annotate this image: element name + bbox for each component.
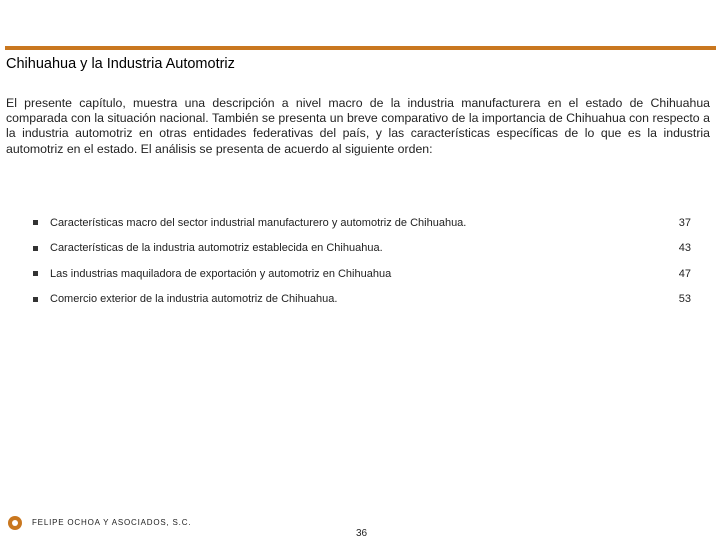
contents-item-label: Comercio exterior de la industria automotriz de Chihuahua. [50,293,338,306]
contents-item-label: Características macro del sector industrial manufacturero y automotriz de Chihuahua. [50,216,467,229]
contents-item-label: Las industrias maquiladora de exportación y automotriz en Chihuahua [50,267,392,280]
contents-item-page: 43 [678,242,691,255]
contents-list [33,210,693,312]
contents-item-label: Características de la industria automotriz establecida en Chihuahua. [50,242,383,255]
square-bullet-icon [33,246,38,251]
contents-item [33,210,693,236]
contents-item-page: 37 [678,216,691,229]
footer-company-name: FELIPE OCHOA Y ASOCIADOS, S.C. [32,518,192,527]
contents-item [33,236,693,262]
contents-item-page: 47 [678,267,691,280]
square-bullet-icon [33,220,38,225]
square-bullet-icon [33,271,38,276]
company-logo-icon [8,516,22,530]
footer-page-number: 36 [356,528,368,539]
intro-paragraph: El presente capítulo, muestra una descripción a nivel macro de la industria manufacturera en el estado de Chihuahua comparada con la situación nacional. También se presenta un breve comparativo de la importancia de Chihuahua con respecto a la industria automotriz en otras entidades federativas del país, y las características específicas de lo que es la industria automotriz en el estado. El análisis se presenta de acuerdo al siguiente orden: [6,96,710,156]
contents-item [33,261,693,287]
header-rule [5,46,716,50]
contents-item-page: 53 [678,293,691,306]
square-bullet-icon [33,297,38,302]
contents-item [33,287,693,313]
page-title: Chihuahua y la Industria Automotriz [6,56,235,72]
